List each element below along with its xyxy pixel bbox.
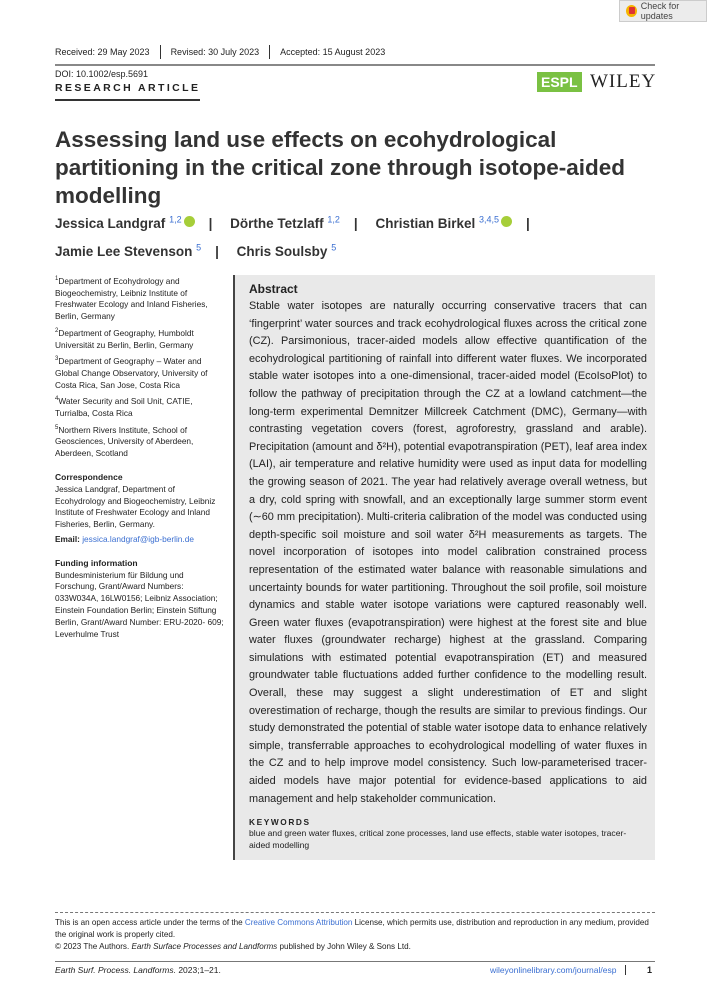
author: Dörthe Tetzlaff $^{1,2}$ — [230, 214, 340, 231]
cc-license-link[interactable]: Creative Commons Attribution — [244, 918, 353, 927]
doi: DOI: 10.1002/esp.5691 — [55, 69, 149, 79]
journal-site-link[interactable]: wileyonlinelibrary.com/journal/esp — [490, 965, 626, 975]
revised-date: Revised: 30 July 2023 — [161, 45, 271, 59]
paper-title: Assessing land use effects on ecohydrological partitioning in the critical zone through isotope-aided modelling — [55, 127, 626, 208]
keywords-heading: KEYWORDS — [249, 817, 311, 828]
divider — [55, 961, 655, 962]
license-notice: This is an open access article under the terms of the Creative Commons Attribution License, which permits use, distribution and reproduction in any medium, provided the original work is properly cited. © 2023 The Authors. Earth Surface Processes and Landforms published by John Wiley & Sons Ltd. — [55, 918, 649, 951]
check-for-updates-button[interactable]: Check for updates — [619, 0, 707, 22]
page-number: 1 — [647, 965, 653, 975]
correspondence-text: Jessica Landgraf, Department of Ecohydrology and Biogeochemistry, Leibniz Institute of Freshwater Ecology and Inland Fisheries, Berlin, Germany. — [55, 483, 216, 530]
author-list: Jessica Landgraf $^{1,2}$ | Dörthe Tetzlaff $^{1,2}$ | Christian Birkel $^{3,4,5}$ | Jamie Lee Stevenson $^5$ | Chris Soulsby $^5$ — [55, 214, 530, 259]
accepted-date: Accepted: 15 August 2023 — [280, 47, 386, 57]
divider — [55, 912, 655, 913]
affiliation: $^4$Water Security and Soil Unit, CATIE, Turrialba, Costa Rica — [55, 396, 193, 419]
article-type: RESEARCH ARTICLE — [55, 82, 200, 101]
author: Jessica Landgraf $^{1,2}$ — [55, 216, 195, 231]
side-column: $^1$Department of Ecohydrology and Biogeochemistry, Leibniz Institute of Freshwater Ecology and Inland Fisheries, Berlin, Germany $^2$Department of Geography, Humboldt Universität zu Berlin, Berlin, Germany $^3$Department of Geography – Water and Global Change Observatory, University of Costa Rica, San Jose, Costa Rica $^4$Water Security and Soil Unit, CATIE, Turrialba, Costa Rica $^5$Northern Rivers Institute, School of Geosciences, University of Aberdeen, Aberdeen, Scotland Correspondence Jessica Landgraf, Department of Ecohydrology and Biogeochemistry, Leibniz Institute of Freshwater Ecology and Inland Fisheries, Berlin, Germany. Email: jessica.landgraf@igb-berlin.de Funding information Bundesministerium für Bildung und Forschung, Grant/Award Numbers: 033W034A, 16LW0156; Leibniz Association; Einstein Foundation Berlin; Einstein Stiftung Berlin, Grant/Award Number: ERU-2020- 609; Leverhulme Trust — [55, 275, 224, 639]
abstract-text: Stable water isotopes are naturally occurring conservative tracers that can ‘fingerprint’ water sources and track ecohydrological fluxes across the critical zone (CZ). Parsimonious, tracer-aided models allow effective quantification of the ecohydrological partitioning of rainfall into different water fluxes. We incorporated stable water isotopes into a one-dimensional, tracer-aided model (EcoIsoPlot) to follow the pathway of precipitation through the CZ at a lowland catchment—the long-term experimental Demnitzer Millcreek Catchment (DMC), Germany—with contrasting vegetation covers (forest, agroforestry, grassland and arable). Precipitation (amount and δ²H), potential evapotranspiration (PET), leaf area index (LAI), air temperature and relative humidity were used as input data for modelling the growing season of 2021. The year had relatively average overall wetness, but a dry, cold spring with snowfall, and an exceptionally large summer storm event (∼60 mm precipitation). Multi-criteria calibration of the model was conducted using depth-specific soil moisture and soil water δ²H measurements as targets. The novel incorporation of isotopes into model calibration constrained process representation of the estimated water balance with reasonable simulations and uncertainty bounds for water partitioning. Throughout the soil profile, soil moisture dynamics and stable water isotope variations were captured reasonably well. Green water fluxes (evapotranspiration) were highest at the forest site and blue water fluxes (groundwater recharge) highest at the grassland. Comparing simulations with estimated potential evapotranspiration (ET) and measured groundwater table fluctuations added further confidence to the modelling result. Overall, these may suggest a slight underestimation of ET and slight overestimation of recharge, though the results are similar to previous findings. Our study demonstrated the potential of stable water isotope data to enhance relatively simple, transferrable approaches to ecohydrological modelling of water fluxes in the CZ and to help improve model consistency. Such low-parameterised tracer-aided models have major potential for evidence-based applications to aid management and help stakeholder communication. — [249, 300, 647, 805]
funding-heading: Funding information — [55, 557, 138, 568]
divider — [55, 64, 655, 66]
author: Jamie Lee Stevenson $^5$ — [55, 242, 202, 259]
orcid-icon[interactable] — [501, 216, 512, 227]
history-dates — [55, 45, 395, 59]
abstract-heading: Abstract — [249, 282, 298, 296]
orcid-icon[interactable] — [184, 216, 195, 227]
author: Chris Soulsby $^5$ — [236, 242, 337, 259]
abstract-box — [233, 275, 655, 860]
journal-reference: Earth Surf. Process. Landforms. 2023;1–21. — [55, 965, 221, 975]
affiliation: $^2$Department of Geography, Humboldt Universität zu Berlin, Berlin, Germany — [55, 327, 194, 350]
affiliation: $^3$Department of Geography – Water and Global Change Observatory, University of Costa Rica, San Jose, Costa Rica — [55, 356, 208, 390]
author: Christian Birkel $^{3,4,5}$ — [375, 216, 512, 231]
journal-logo: ESPL — [537, 72, 582, 92]
keywords: blue and green water fluxes, critical zone processes, land use effects, stable water isotopes, tracer-aided modelling — [249, 828, 627, 851]
correspondence-heading: Correspondence — [55, 471, 123, 482]
affiliation: $^1$Department of Ecohydrology and Biogeochemistry, Leibniz Institute of Freshwater Ecology and Inland Fisheries, Berlin, Germany — [55, 275, 208, 322]
funding-text: Bundesministerium für Bildung und Forschung, Grant/Award Numbers: 033W034A, 16LW0156; Leibniz Association; Einstein Foundation Berlin; Einstein Stiftung Berlin, Grant/Award Number: ERU-2020- 609; Leverhulme Trust — [55, 569, 224, 639]
email-link[interactable]: jessica.landgraf@igb-berlin.de — [82, 533, 194, 544]
publisher-logo: WILEY — [590, 71, 657, 92]
affiliation: $^5$Northern Rivers Institute, School of Geosciences, University of Aberdeen, Aberdeen, Scotland — [55, 424, 194, 459]
bookmark-icon — [626, 5, 637, 17]
received-date: Received: 29 May 2023 — [55, 45, 161, 59]
